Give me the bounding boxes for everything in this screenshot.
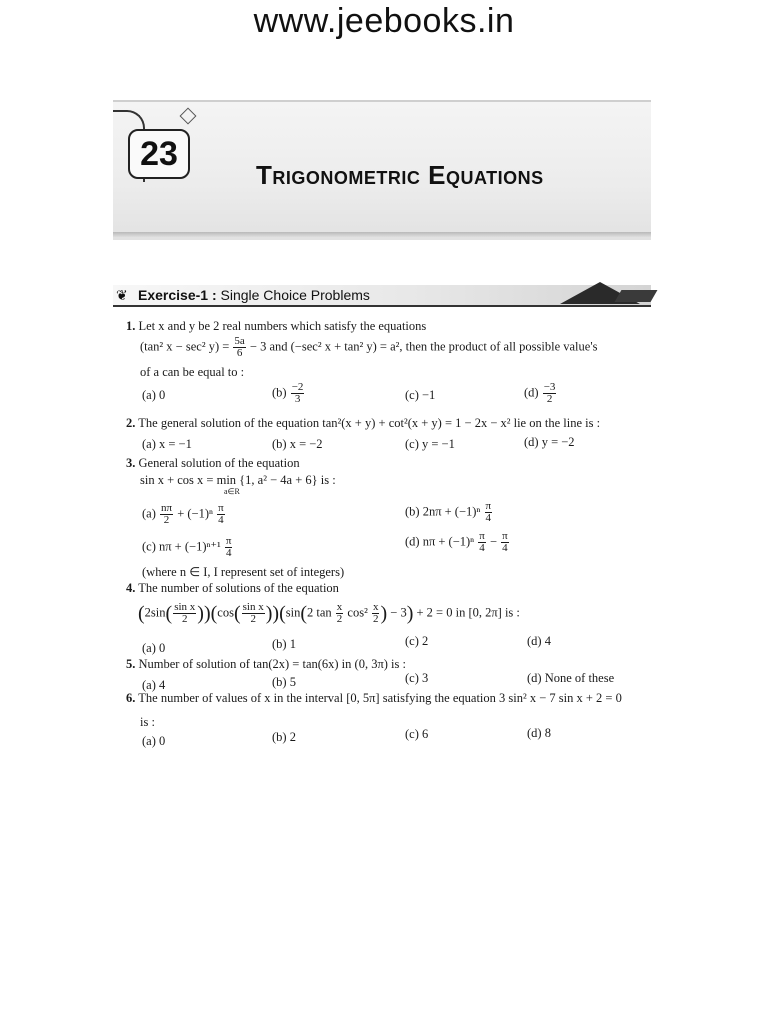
option-a: (a) 4	[142, 678, 166, 692]
question-text: The number of values of x in the interval [0, 5π] satisfying the equation 3 sin² x − 7 sin x + 2 = 0	[138, 691, 622, 705]
header-decoration-2	[615, 290, 658, 302]
fraction: $\frac{\pi}{4}$	[479, 530, 485, 554]
option-c: (c) 3	[405, 671, 429, 685]
fraction: $\frac{\pi}{4}$	[225, 535, 232, 559]
question-text: General solution of the equation	[138, 456, 300, 470]
question-text: (tan² x − sec² y) =	[140, 339, 233, 354]
option-d: (d) $\frac{-3}{2}$	[524, 381, 556, 405]
question-1-line-2	[140, 336, 597, 359]
option-c: (c) nπ + (−1)ⁿ⁺¹ $\frac{\pi}{4}$	[142, 535, 232, 559]
question-3-line-1	[126, 455, 300, 471]
question-text: Let x and y be 2 real numbers which satisfy the equations	[138, 319, 427, 333]
question-2-line-1	[126, 415, 600, 431]
site-url: www.jeebooks.in	[253, 2, 515, 40]
option-a: (a) x = −1	[142, 437, 192, 451]
question-number: 5.	[126, 657, 136, 671]
question-number: 1.	[126, 319, 136, 333]
fraction: $\frac{\text{sin x}}{2}$	[242, 601, 264, 625]
fraction: $\frac{\pi}{4}$	[502, 530, 508, 554]
option-b: (b) x = −2	[272, 437, 323, 451]
question-number: 4.	[126, 581, 136, 595]
question-4-line-1	[126, 580, 339, 596]
min-subscript: a∈R	[224, 487, 240, 496]
option-a: (a) $\frac{n\pi}{2}$ + (−1)ⁿ $\frac{\pi}{4}$	[142, 502, 224, 526]
question-text: − 3 and (−sec² x + tan² y) = a², then the product of all possible value's	[246, 339, 598, 354]
option-c: (c) y = −1	[405, 437, 455, 451]
question-3-note: (where n ∈ I, I represent set of integers)	[142, 565, 345, 579]
exercise-label: Exercise-1 :	[138, 287, 217, 303]
question-6-line-1	[126, 690, 622, 706]
question-1-line-3: of a can be equal to :	[140, 365, 245, 379]
option-c: (c) 2	[405, 634, 429, 648]
option-b: (b) 2nπ + (−1)ⁿ $\frac{\pi}{4}$	[405, 500, 492, 524]
chapter-title: Trigonometric Equations	[256, 160, 544, 190]
option-b: (b) 1	[272, 637, 296, 651]
question-number: 3.	[126, 456, 136, 470]
banner-shadow	[113, 232, 651, 238]
option-d: (d) 4	[527, 634, 551, 648]
fraction: $\frac{\text{sin x}}{2}$	[174, 601, 196, 625]
fraction: $\frac{5a}{6}$	[234, 335, 245, 359]
question-number: 6.	[126, 691, 136, 705]
fraction: $\frac{x}{2}$	[336, 601, 343, 625]
fraction: $\frac{-2}{3}$	[291, 381, 304, 405]
fraction: $\frac{-3}{2}$	[543, 381, 556, 405]
fraction: $\frac{\pi}{4}$	[218, 502, 224, 526]
chapter-number: 23	[128, 129, 190, 179]
option-a: (a) 0	[142, 641, 166, 655]
option-a: (a) 0	[142, 734, 166, 748]
question-5-line-1	[126, 656, 406, 672]
option-b: (b) 5	[272, 675, 296, 689]
question-3-line-2: sin x + cos x = min {1, a² − 4a + 6} is :	[140, 473, 336, 487]
question-text: Number of solution of tan(2x) = tan(6x) in (0, 3π) is :	[138, 657, 406, 671]
fraction: $\frac{\pi}{4}$	[485, 500, 492, 524]
fraction: $\frac{n\pi}{2}$	[161, 502, 173, 526]
option-c: (c) −1	[405, 388, 436, 402]
exercise-name: Single Choice Problems	[220, 287, 370, 303]
exercise-bullet-icon: ❦	[116, 289, 128, 304]
question-4-equation: (2sin( $\frac{\text{sin x}}{2}$ ))(cos( $\frac{\text{sin x}}{2}$ ))(sin(2 tan $\frac{x}{2}$ cos² $\frac{x}{2}$ ) − 3) + 2 = 0 in [0, 2π] is :	[138, 601, 520, 625]
exercise-title	[138, 287, 370, 303]
question-1-line-1	[126, 318, 426, 334]
option-b: (b) 2	[272, 730, 296, 744]
option-d: (d) 8	[527, 726, 551, 740]
question-text: The general solution of the equation tan²(x + y) + cot²(x + y) = 1 − 2x − x² lie on the line is :	[138, 416, 601, 430]
option-a: (a) 0	[142, 388, 166, 402]
option-d: (d) nπ + (−1)ⁿ $\frac{\pi}{4}$ − $\frac{\pi}{4}$	[405, 530, 508, 554]
option-c: (c) 6	[405, 727, 429, 741]
option-d: (d) None of these	[527, 671, 615, 685]
question-number: 2.	[126, 416, 136, 430]
question-6-line-2: is :	[140, 715, 155, 729]
question-text: The number of solutions of the equation	[138, 581, 339, 595]
fraction: $\frac{x}{2}$	[372, 601, 379, 625]
option-d: (d) y = −2	[524, 435, 575, 449]
option-b: (b) $\frac{-2}{3}$	[272, 381, 304, 405]
